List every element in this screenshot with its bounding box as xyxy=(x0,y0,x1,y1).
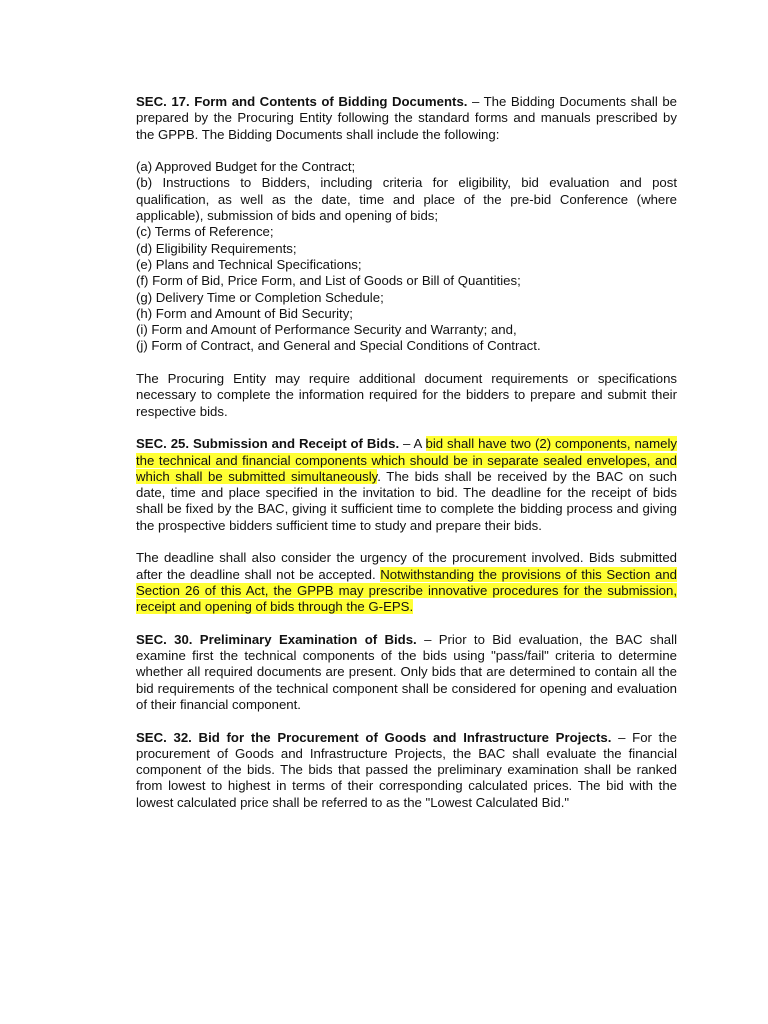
sec30-paragraph xyxy=(136,632,677,713)
sec25-lead: – A xyxy=(399,436,426,452)
list-item-c: (c) Terms of Reference; xyxy=(136,224,274,240)
list-item-j: (j) Form of Contract, and General and Special Conditions of Contract. xyxy=(136,338,541,354)
sec17-list xyxy=(136,159,677,355)
sec17-heading: SEC. 17. Form and Contents of Bidding Documents. xyxy=(136,94,468,109)
sec25-para2-lead: The deadline shall also consider the urgency of the procurement involved. Bids submitted after the deadline shall not be accepted. xyxy=(136,550,677,582)
list-item-g: (g) Delivery Time or Completion Schedule; xyxy=(136,289,384,305)
sec17-body: – The Bidding Documents shall be prepared by the Procuring Entity following the standard forms and manuals prescribed by the GPPB. The Bidding Documents shall include the following: xyxy=(136,94,677,142)
sec25-highlight-2: Notwithstanding the provisions of this Section and Section 26 of this Act, the GPPB may prescribe innovative procedures for the submission, receipt and opening of bids through the G-EPS. xyxy=(136,566,677,615)
list-item-d: (d) Eligibility Requirements; xyxy=(136,240,297,256)
sec25-heading: SEC. 25. Submission and Receipt of Bids. xyxy=(136,436,400,452)
list-item-a: (a) Approved Budget for the Contract; xyxy=(136,159,356,175)
sec32-paragraph xyxy=(136,730,677,811)
list-item-f: (f) Form of Bid, Price Form, and List of Goods or Bill of Quantities; xyxy=(136,273,521,289)
list-item-i: (i) Form and Amount of Performance Security and Warranty; and, xyxy=(136,322,517,338)
sec32-body: – For the procurement of Goods and Infrastructure Projects, the BAC shall evaluate the financial component of the bids. The bids that passed the preliminary examination shall be ranked from lowest to highest in terms of their corresponding calculated prices. The bid with the lowest calculated price shall be referred to as the "Lowest Calculated Bid." xyxy=(136,729,677,810)
sec25-rest: . The bids shall be received by the BAC on such date, time and place specified in the invitation to bid. The deadline for the receipt of bids shall be fixed by the BAC, giving it sufficient time to complete the bidding process and giving the prospective bidders sufficient time to study and prepare their bids. xyxy=(136,468,677,533)
list-item-h: (h) Form and Amount of Bid Security; xyxy=(136,305,353,321)
sec30-body: – Prior to Bid evaluation, the BAC shall examine first the technical components of the bids using "pass/fail" criteria to determine whether all required documents are present. Only bids that are determined to contain all the bid requirements of the technical component shall be considered for opening and evaluation of their financial component. xyxy=(136,631,678,712)
list-item-b: (b) Instructions to Bidders, including criteria for eligibility, bid evaluation and post qualification, as well as the date, time and place of the pre-bid Conference (where applicable), submission of bids and opening of bids; xyxy=(136,175,677,224)
document-page xyxy=(136,94,677,811)
sec17-paragraph xyxy=(136,94,677,143)
sec25-paragraph-2 xyxy=(136,550,677,615)
sec25-paragraph xyxy=(136,436,677,534)
sec30-heading: SEC. 30. Preliminary Examination of Bids. xyxy=(136,631,417,647)
sec25-highlight-1: bid shall have two (2) components, namely the technical and financial components which should be in separate sealed envelopes, and which shall be submitted simultaneously xyxy=(136,436,677,484)
sec32-heading: SEC. 32. Bid for the Procurement of Goods and Infrastructure Projects. xyxy=(136,729,612,745)
list-item-e: (e) Plans and Technical Specifications; xyxy=(136,256,362,272)
sec17-closing: The Procuring Entity may require additional document requirements or specifications necessary to complete the information required for the bidders to prepare and submit their respective bids. xyxy=(136,371,677,419)
